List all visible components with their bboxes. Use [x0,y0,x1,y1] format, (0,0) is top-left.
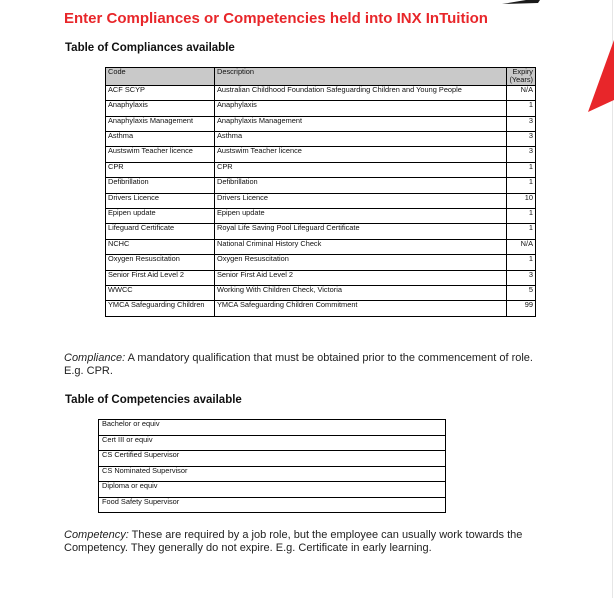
cell-expiry: 99 [507,301,536,316]
cell-competency: Food Safety Supervisor [99,497,446,513]
decorative-swoosh [500,0,540,10]
compliance-table [105,67,536,317]
cell-code: WWCC [106,285,215,300]
cell-description: National Criminal History Check [215,239,507,254]
cell-description: YMCA Safeguarding Children Commitment [215,301,507,316]
cell-code: Anaphylaxis Management [106,116,215,131]
table-row [99,451,446,467]
cell-description: Senior First Aid Level 2 [215,270,507,285]
table-row [99,435,446,451]
compliance-term: Compliance: [64,352,126,364]
cell-code: Drivers Licence [106,193,215,208]
cell-expiry: 3 [507,131,536,146]
compliance-header-row [106,68,536,86]
table-row [106,285,536,300]
decorative-red-triangle [584,40,614,112]
table-row [106,255,536,270]
table-row [106,162,536,177]
cell-description: Royal Life Saving Pool Lifeguard Certificate [215,224,507,239]
table-row [99,420,446,436]
cell-description: Asthma [215,131,507,146]
column-header-description: Description [215,68,507,86]
cell-description: Drivers Licence [215,193,507,208]
table-row [106,208,536,223]
cell-code: ACF SCYP [106,85,215,100]
cell-expiry: 1 [507,208,536,223]
column-header-expiry: Expiry (Years) [507,68,536,86]
cell-code: YMCA Safeguarding Children [106,301,215,316]
table-row [99,497,446,513]
competency-table-body [99,420,446,513]
table-row [106,301,536,316]
table-row [106,193,536,208]
cell-description: Oxygen Resuscitation [215,255,507,270]
cell-expiry: 1 [507,101,536,116]
cell-description: Working With Children Check, Victoria [215,285,507,300]
cell-expiry: N/A [507,239,536,254]
table-row [106,178,536,193]
table-row [106,224,536,239]
cell-description: Epipen update [215,208,507,223]
cell-description: Anaphylaxis [215,101,507,116]
cell-expiry: 3 [507,116,536,131]
table-row [99,482,446,498]
cell-expiry: 1 [507,162,536,177]
competency-definition [64,529,544,555]
cell-competency: Bachelor or equiv [99,420,446,436]
cell-code: NCHC [106,239,215,254]
table-row [106,131,536,146]
cell-expiry: 10 [507,193,536,208]
cell-expiry: 1 [507,178,536,193]
cell-description: Australian Childhood Foundation Safeguarding Children and Young People [215,85,507,100]
cell-description: CPR [215,162,507,177]
cell-description: Austswim Teacher licence [215,147,507,162]
cell-description: Anaphylaxis Management [215,116,507,131]
table-row [99,466,446,482]
competency-table [98,419,446,513]
cell-code: Austswim Teacher licence [106,147,215,162]
cell-code: CPR [106,162,215,177]
compliance-table-body [106,85,536,316]
column-header-code: Code [106,68,215,86]
cell-description: Defibrillation [215,178,507,193]
cell-competency: Diploma or equiv [99,482,446,498]
table-row [106,116,536,131]
table-row [106,239,536,254]
cell-code: Anaphylaxis [106,101,215,116]
table-row [106,85,536,100]
cell-expiry: 3 [507,147,536,162]
cell-code: Senior First Aid Level 2 [106,270,215,285]
cell-expiry: 5 [507,285,536,300]
competency-table-heading: Table of Competencies available [65,394,242,406]
cell-expiry: 3 [507,270,536,285]
table-row [106,147,536,162]
compliance-table-heading: Table of Compliances available [65,42,235,54]
compliance-definition-text: A mandatory qualification that must be obtained prior to the commencement of role. E.g. CPR. [64,352,533,377]
competency-term: Competency: [64,529,129,541]
compliance-definition [64,352,544,378]
cell-code: Epipen update [106,208,215,223]
cell-competency: CS Nominated Supervisor [99,466,446,482]
competency-definition-text: These are required by a job role, but the employee can usually work towards the Competency. They generally do not expire. E.g. Certificate in early learning. [64,529,523,554]
cell-expiry: 1 [507,224,536,239]
cell-expiry: 1 [507,255,536,270]
cell-code: Asthma [106,131,215,146]
cell-competency: Cert III or equiv [99,435,446,451]
cell-expiry: N/A [507,85,536,100]
cell-competency: CS Certified Supervisor [99,451,446,467]
cell-code: Lifeguard Certificate [106,224,215,239]
page-title: Enter Compliances or Competencies held into INX InTuition [64,10,488,27]
table-row [106,270,536,285]
cell-code: Oxygen Resuscitation [106,255,215,270]
cell-code: Defibrillation [106,178,215,193]
table-row [106,101,536,116]
